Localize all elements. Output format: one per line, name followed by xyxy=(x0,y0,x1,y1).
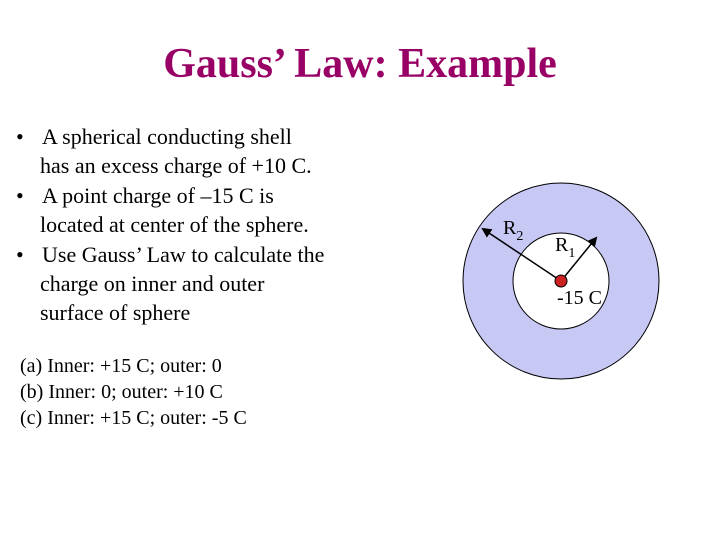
answer-option-c: (c) Inner: +15 C; outer: -5 C xyxy=(20,407,247,429)
answer-option-a: (a) Inner: +15 C; outer: 0 xyxy=(20,355,222,377)
bullet-line: located at center of the sphere. xyxy=(40,212,309,238)
point-charge-label: -15 C xyxy=(557,287,602,309)
bullet-line: charge on inner and outer xyxy=(40,271,265,297)
bullet-line: surface of sphere xyxy=(40,300,191,326)
inner-radius-label: $R_1$ xyxy=(555,234,576,261)
bullet-marker: • xyxy=(16,124,24,149)
bullet-line: A point charge of –15 C is xyxy=(42,182,274,208)
slide-title: Gauss’ Law: Example xyxy=(163,41,557,87)
center-point-charge xyxy=(555,275,567,287)
bullet-marker: • xyxy=(16,241,24,267)
answer-option-b: (b) Inner: 0; outer: +10 C xyxy=(20,381,223,403)
bullet-marker: • xyxy=(16,182,24,208)
bullet-line: A spherical conducting shell xyxy=(42,124,292,149)
bullet-line: has an excess charge of +10 C. xyxy=(40,153,312,179)
outer-radius-label: $R_2$ xyxy=(503,217,524,244)
bullet-line: Use Gauss’ Law to calculate the xyxy=(42,241,325,267)
